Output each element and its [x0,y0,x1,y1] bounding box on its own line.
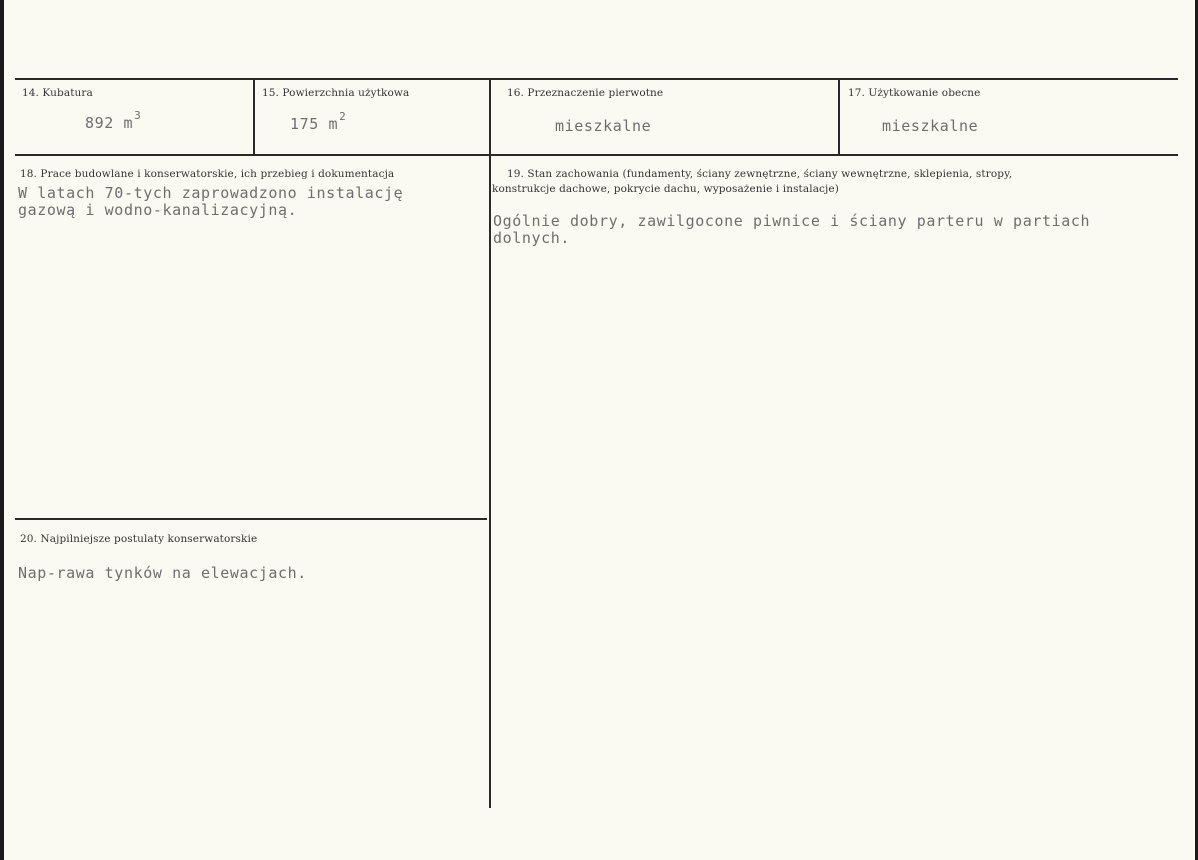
field-16-label: 16. Przeznaczenie pierwotne [507,87,664,99]
row1-bottom-rule [15,154,1178,156]
field-20-value: Nap-rawa tynków na elewacjach. [18,564,307,582]
field-18-value-line-2: gazową i wodno-kanalizacyjną. [18,201,298,219]
field-17-value: mieszkalne [882,117,979,135]
top-rule [15,78,1178,80]
col-divider-3 [838,78,840,156]
field-20-label: 20. Najpilniejsze postulaty konserwatorskie [20,533,258,545]
field-19-value-line-2: dolnych. [493,229,571,247]
field-14-number: 892 m [85,114,134,132]
field-17-label: 17. Użytkowanie obecne [848,87,981,99]
field-14-unit-exponent: 3 [134,109,142,122]
field20-top-rule [15,518,487,520]
col-divider-1 [253,78,255,156]
field-18-label: 18. Prace budowlane i konserwatorskie, ich przebieg i dokumentacja [20,168,395,180]
field-19-label-line-1: 19. Stan zachowania (fundamenty, ściany zewnętrzne, ściany wewnętrzne, sklepienia, stropy, [507,168,1013,180]
field-16-value: mieszkalne [555,117,652,135]
field-15-label: 15. Powierzchnia użytkowa [262,87,410,99]
field-15-number: 175 m [290,115,339,133]
left-border [0,0,4,860]
field-19-label-line-2: konstrukcje dachowe, pokrycie dachu, wyposażenie i instalacje) [492,183,839,195]
field-15-value [290,110,347,134]
field-19-value-line-1: Ogólnie dobry, zawilgocone piwnice i ściany parteru w partiach [493,212,1091,230]
field-18-value-line-1: W latach 70-tych zaprowadzono instalację [18,184,404,202]
field-14-value [85,109,142,133]
col-divider-2 [489,78,491,808]
field-15-unit-exponent: 2 [339,110,347,123]
field-14-label: 14. Kubatura [22,87,93,99]
